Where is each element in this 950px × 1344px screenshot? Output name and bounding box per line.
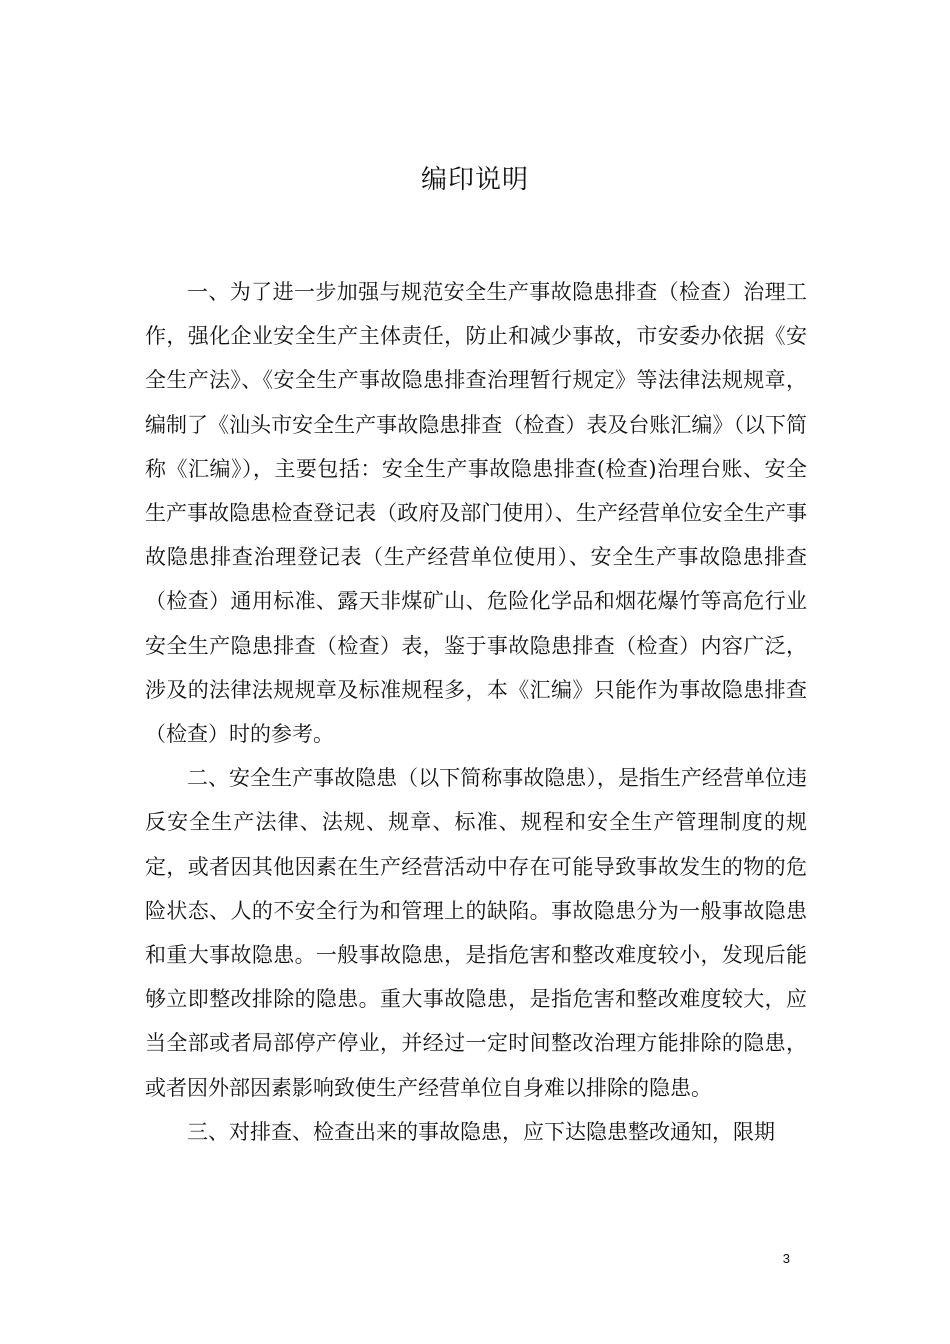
document-body (145, 270, 807, 1154)
paragraph-2: 二、安全生产事故隐患（以下简称事故隐患），是指生产经营单位违反安全生产法律、法规、规章、标准、规程和安全生产管理制度的规定，或者因其他因素在生产经营活动中存在可能导致事故发生的物的危险状态、人的不安全行为和管理上的缺陷。事故隐患分为一般事故隐患和重大事故隐患。一般事故隐患，是指危害和整改难度较小，发现后能够立即整改排除的隐患。重大事故隐患，是指危害和整改难度较大，应当全部或者局部停产停业，并经过一定时间整改治理方能排除的隐患，或者因外部因素影响致使生产经营单位自身难以排除的隐患。 (145, 766, 807, 1100)
page-number: 3 (782, 1251, 790, 1266)
document-title: 编印说明 (420, 165, 529, 195)
paragraph-3: 三、对排查、检查出来的事故隐患，应下达隐患整改通知，限期 (187, 1119, 775, 1144)
paragraph-1: 一、为了进一步加强与规范安全生产事故隐患排查（检查）治理工作，强化企业安全生产主体责任，防止和减少事故，市安委办依据《安全生产法》、《安全生产事故隐患排查治理暂行规定》等法律法规规章，编制了《汕头市安全生产事故隐患排查（检查）表及台账汇编》（以下简称《汇编》），主要包括：安全生产事故隐患排查(检查)治理台账、安全生产事故隐患检查登记表（政府及部门使用）、生产经营单位安全生产事故隐患排查治理登记表（生产经营单位使用）、安全生产事故隐患排查（检查）通用标准、露天非煤矿山、危险化学品和烟花爆竹等高危行业安全生产隐患排查（检查）表，鉴于事故隐患排查（检查）内容广泛，涉及的法律法规规章及标准规程多，本《汇编》只能作为事故隐患排查（检查）时的参考。 (145, 280, 807, 747)
